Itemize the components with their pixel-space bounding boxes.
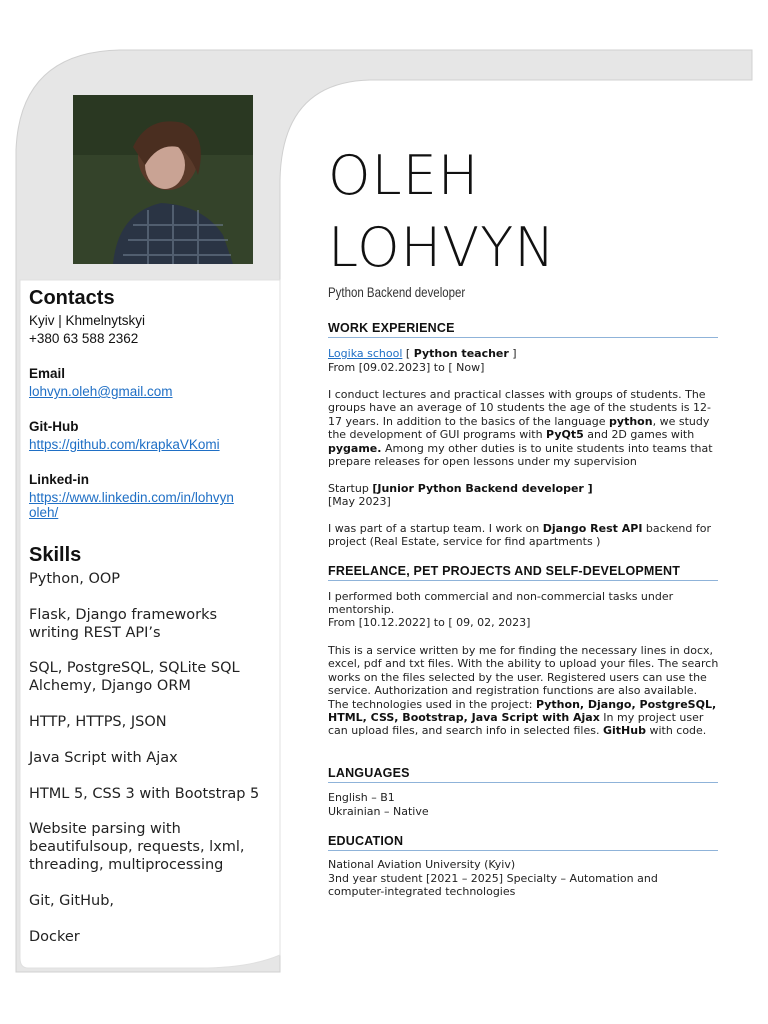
email-label: Email: [29, 366, 66, 381]
language-english: English – B1: [328, 791, 395, 804]
skill-item: HTTP, HTTPS, JSON: [29, 714, 167, 730]
skills-heading: Skills: [29, 544, 82, 566]
job1-dates: From [09.02.2023] to [ Now]: [328, 361, 485, 374]
job-title: Python Backend developer: [328, 284, 466, 300]
freelance-intro: I performed both commercial and non-commercial tasks under mentorship.: [328, 590, 674, 617]
skill-item: Python, OOP: [29, 571, 121, 587]
freelance-heading: FREELANCE, PET PROJECTS AND SELF-DEVELOPMENT: [328, 564, 718, 581]
skill-item: HTML 5, CSS 3 with Bootstrap 5: [29, 786, 260, 802]
last-name: LOHVYN: [328, 216, 556, 279]
email-link[interactable]: lohvyn.oleh@gmail.com: [29, 384, 173, 399]
job2-role: [Junior Python Backend developer ]: [372, 482, 593, 495]
skill-item: Java Script with Ajax: [29, 750, 178, 766]
job1-description: I conduct lectures and practical classes with groups of students. The groups have an average of 10 students the age of the students is 12-17 years. In addition to the basics of the language python, we study the development of GUI programs with PyQt5 and 2D games with pygame. Among my other duties is to unite students into teams that prepare releases for open lessons under my supervision: [328, 388, 713, 469]
freelance-description: This is a service written by me for finding the necessary lines in docx, excel, pdf and txt files. With the ability to upload your files. The search works on the files selected by the user. Registered users can use the service. Authorization and registration functions are also available. The technologies used in the project: Python, Django, PostgreSQL, HTML, CSS, Bootstrap, Java Script with Ajax In my project user can upload files, and search info in selected files. GitHub with code.: [328, 644, 719, 738]
first-name: OLEH: [328, 144, 480, 207]
profile-photo: [73, 95, 253, 264]
contact-phone: +380 63 588 2362: [29, 331, 139, 346]
job1-company-link[interactable]: Logika school: [328, 347, 403, 360]
linkedin-link-line1[interactable]: https://www.linkedin.com/in/lohvyn: [29, 490, 234, 505]
skill-item: Website parsing with beautifulsoup, requests, lxml, threading, multiprocessing: [29, 821, 245, 873]
contacts-heading: Contacts: [29, 287, 115, 309]
github-label: Git-Hub: [29, 419, 79, 434]
job1-header: Logika school [ Python teacher ]: [328, 347, 517, 360]
job2-header: Startup [Junior Python Backend developer ]: [328, 482, 593, 495]
job2-dates: [May 2023]: [328, 495, 391, 508]
linkedin-link-line2[interactable]: oleh/: [29, 505, 59, 520]
linkedin-link[interactable]: [29, 490, 234, 520]
linkedin-label: Linked-in: [29, 472, 89, 487]
languages-heading: LANGUAGES: [328, 766, 718, 783]
job2-description: I was part of a startup team. I work on Django Rest API backend for project (Real Estate, service for find apartments ): [328, 522, 712, 549]
education-heading: EDUCATION: [328, 834, 718, 851]
skill-item: Docker: [29, 929, 80, 945]
skill-item: SQL, PostgreSQL, SQLite SQL Alchemy, Django ORM: [29, 660, 240, 694]
education-university: National Aviation University (Kyiv): [328, 858, 516, 871]
contact-city: Kyiv | Khmelnytskyi: [29, 313, 146, 328]
job1-role: Python teacher: [413, 347, 509, 360]
work-experience-heading: WORK EXPERIENCE: [328, 321, 718, 338]
education-details: 3nd year student [2021 – 2025] Specialty – Automation and computer-integrated technologies: [328, 872, 658, 899]
skill-item: Flask, Django frameworks writing REST API’s: [29, 607, 218, 641]
language-ukrainian: Ukrainian – Native: [328, 805, 429, 818]
github-link[interactable]: https://github.com/krapkaVKomi: [29, 437, 220, 452]
skill-item: Git, GitHub,: [29, 893, 115, 909]
freelance-dates: From [10.12.2022] to [ 09, 02, 2023]: [328, 616, 531, 629]
